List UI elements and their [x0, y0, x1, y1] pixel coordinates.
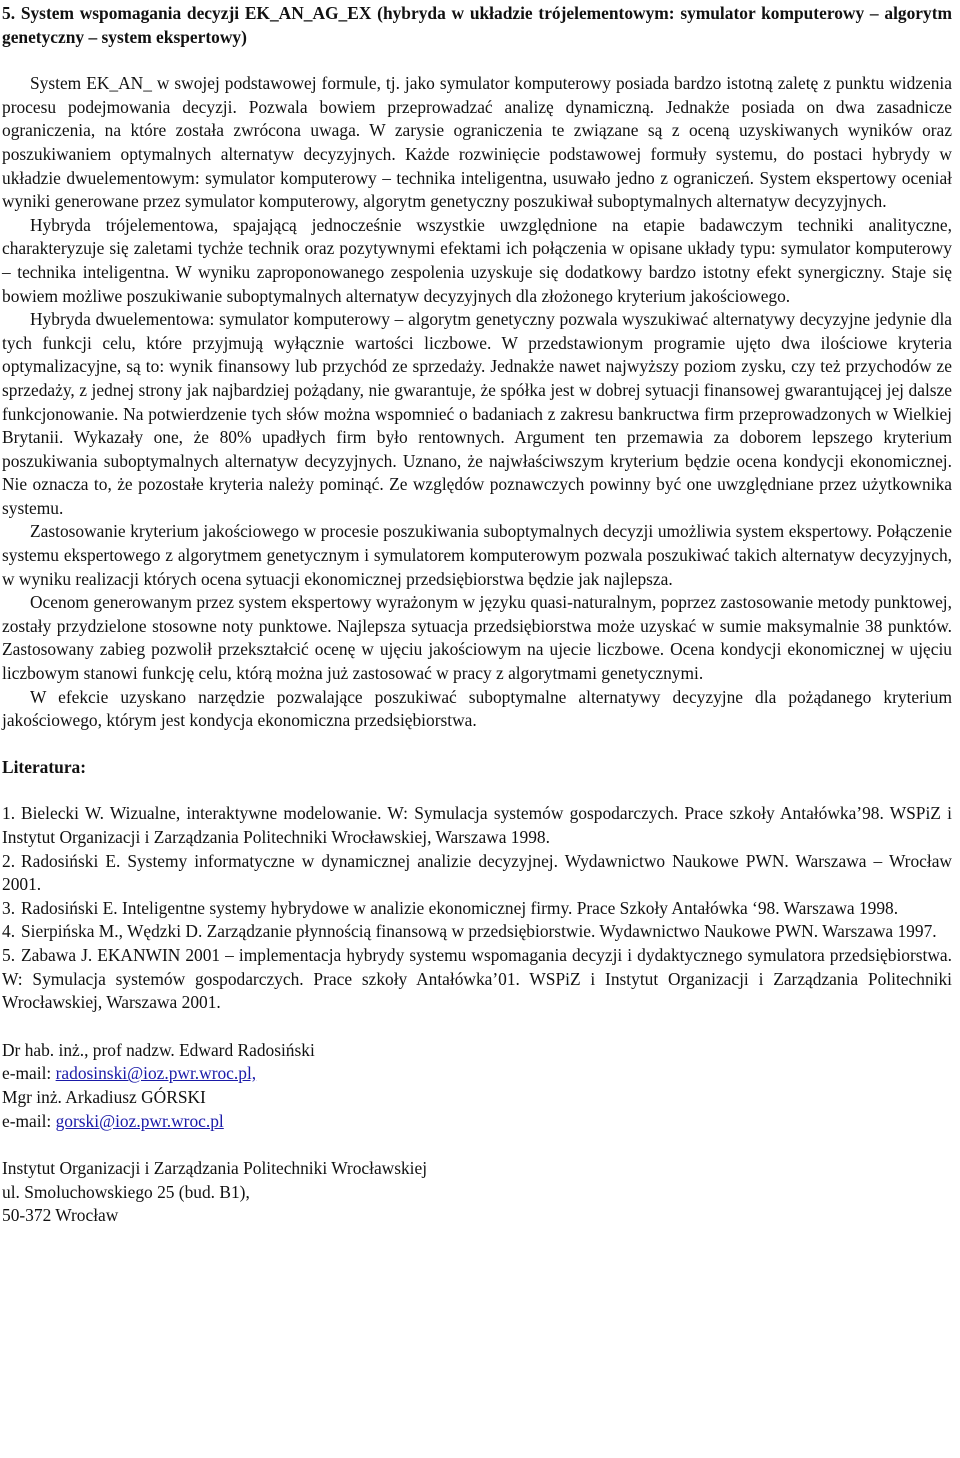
reference-item: [2, 897, 952, 921]
reference-item: [2, 920, 952, 944]
literature-heading: Literatura:: [2, 756, 87, 777]
reference-text: Sierpińska M., Wędzki D. Zarządzanie płynnością finansową w przedsiębiorstwie. Wydawnictwo Naukowe PWN. Warszawa 1997.: [21, 921, 937, 942]
reference-list: [2, 802, 952, 1014]
author-email-link[interactable]: gorski@ioz.pwr.wroc.pl: [55, 1110, 224, 1131]
postal-city: 50-372 Wrocław: [2, 1205, 119, 1226]
reference-item: [2, 802, 952, 849]
author-email-line: [2, 1062, 952, 1086]
section-number: 5.: [2, 3, 16, 23]
reference-number: 5.: [2, 944, 16, 965]
paragraph-6: W efekcie uzyskano narzędzie pozwalające poszukiwać suboptymalne alternatywy decyzyjne dla pożądanego kryterium jakościowego, którym jest kondycja ekonomiczna przedsiębiorstwa.: [2, 686, 952, 731]
reference-text: Zabawa J. EKANWIN 2001 – implementacja hybrydy systemu wspomagania decyzji i dydaktycznego symulatora przedsiębiorstwa. W: Symulacja systemów gospodarczych. Prace szkoły Antałówka’01. WSPiZ i Instytut Organizacji i Zarządzania Politechniki Wrocławskiej, Warszawa 2001.: [2, 944, 952, 1013]
section-heading: [2, 2, 952, 49]
institution-name: Instytut Organizacji i Zarządzania Politechniki Wrocławskiej: [2, 1158, 428, 1179]
reference-number: 4.: [2, 921, 16, 942]
paragraph-4: Zastosowanie kryterium jakościowego w procesie poszukiwania suboptymalnych decyzji umożliwia system ekspertowy. Połączenie systemu ekspertowego z algorytmem genetycznym i symulatorem komputerowym pozwala poszukiwać takich alternatyw decyzyjnych, w wyniku realizacji których ocena sytuacji ekonomicznej przedsiębiorstwa będzie jak najlepsza.: [2, 521, 952, 589]
author-block: [2, 1039, 952, 1133]
reference-text: Radosiński E. Systemy informatyczne w dynamicznej analizie decyzyjnej. Wydawnictwo Naukowe PWN. Warszawa – Wrocław 2001.: [2, 850, 952, 895]
email-label: e-mail:: [2, 1110, 56, 1131]
paragraph-5: Ocenom generowanym przez system ekspertowy wyrażonym w języku quasi-naturalnym, poprzez zastosowanie metody punktowej, zostały przydzielone stosowne noty punktowe. Najlepsza sytuacja przedsiębiorstwa może uzyskać w sumie maksymalnie 38 punktów. Zastosowany zabieg pozwolił przekształcić ocenę w ujęciu jakościowym na ujecie liczbowe. Ocena kondycji ekonomicznej w ujęciu liczbowym stanowi funkcję celu, którą można już zastosować w pracy z algorytmami genetycznymi.: [2, 592, 952, 684]
section-title: System wspomagania decyzji EK_AN_AG_EX (hybryda w układzie trójelementowym: symulator komputerowy – algorytm genetyczny – system ekspertowy): [2, 3, 952, 47]
paragraph-2: Hybryda trójelementowa, spajającą jednocześnie wszystkie uwzględnione na etapie badawczym techniki analityczne, charakteryzuje się zaletami tychże technik oraz pozytywnymi efektami ich połączenia w opisane układy typu: symulator komputerowy – technika inteligentna. W wyniku zaproponowanego zespolenia uzyskuje się dodatkowy bardzo istotny efekt synergiczny. Staje się bowiem możliwe poszukiwanie suboptymalnych alternatyw decyzyjnych dla złożonego kryterium jakościowego.: [2, 214, 952, 306]
paragraph-3: Hybryda dwuelementowa: symulator komputerowy – algorytm genetyczny pozwala wyszukiwać alternatywy decyzyjne jedynie dla tych funkcji celu, które przyjmują wyłącznie wartości liczbowe. W przedstawionym programie ujęto dwa ilościowe kryteria optymalizacyjne, są to: wynik finansowy lub przychód ze sprzedaży. Jednakże nawet najwyższy poziom zysku, czy też przychodów ze sprzedaży, z jednej strony jak najbardziej pożądany, nie gwarantuje, że spółka jest w dobrej sytuacji finansowej gwarantującej jej dalsze funkcjonowanie. Na potwierdzenie tych słów można wspomnieć o badaniach z zakresu bankructwa firm przeprowadzonych w Wielkiej Brytanii. Wykazały one, że 80% upadłych firm było rentownych. Argument ten przemawia za doborem lepszego kryterium poszukiwania suboptymalnych alternatyw decyzyjnych. Uznano, że najwłaściwszym kryterium będzie ocena kondycji ekonomicznej. Nie oznacza to, że pozostałe kryteria należy pominąć. Ze względów poznawczych powinny być one uwzględniane przez użytkownika systemu.: [2, 309, 952, 518]
email-label: e-mail:: [2, 1063, 56, 1084]
reference-number: 3.: [2, 897, 16, 918]
reference-item: [2, 944, 952, 1015]
author-email-link[interactable]: radosinski@ioz.pwr.wroc.pl,: [55, 1063, 257, 1084]
reference-number: 1.: [2, 803, 16, 824]
section-body: [2, 72, 952, 733]
reference-number: 2.: [2, 850, 16, 871]
paragraph-1: System EK_AN_ w swojej podstawowej formule, tj. jako symulator komputerowy posiada bardzo istotną zaletę z punktu widzenia procesu podejmowania decyzji. Pozwala bowiem przeprowadzać analizę dynamiczną. Jednakże posiada on dwa zasadnicze ograniczenia, na które została zwrócona uwaga. W zarysie ograniczenia te związane są z oceną uzyskiwanych wyników oraz poszukiwaniem optymalnych alternatyw decyzyjnych. Każde rozwinięcie podstawowej formuły systemu, do postaci hybrydy w układzie dwuelementowym: symulator komputerowy – technika inteligentna, usuwało jedno z ograniczeń. System ekspertowy oceniał wyniki generowane przez symulator komputerowy, algorytm genetyczny poszukiwał suboptymalnych alternatyw decyzyjnych.: [2, 73, 952, 212]
reference-text: Radosiński E. Inteligentne systemy hybrydowe w analizie ekonomicznej firmy. Prace Szkoły Antałówka ‘98. Warszawa 1998.: [21, 897, 899, 918]
author-name: Mgr inż. Arkadiusz GÓRSKI: [2, 1086, 206, 1107]
street-address: ul. Smoluchowskiego 25 (bud. B1),: [2, 1181, 250, 1202]
author-email-line: [2, 1110, 952, 1134]
reference-text: Bielecki W. Wizualne, interaktywne modelowanie. W: Symulacja systemów gospodarczych. Prace szkoły Antałówka’98. WSPiZ i Instytut Organizacji i Zarządzania Politechniki Wrocławskiej, Warszawa 1998.: [2, 803, 952, 847]
author-name: Dr hab. inż., prof nadzw. Edward Radosiński: [2, 1039, 315, 1060]
reference-item: [2, 850, 952, 897]
affiliation-address: [2, 1157, 952, 1228]
